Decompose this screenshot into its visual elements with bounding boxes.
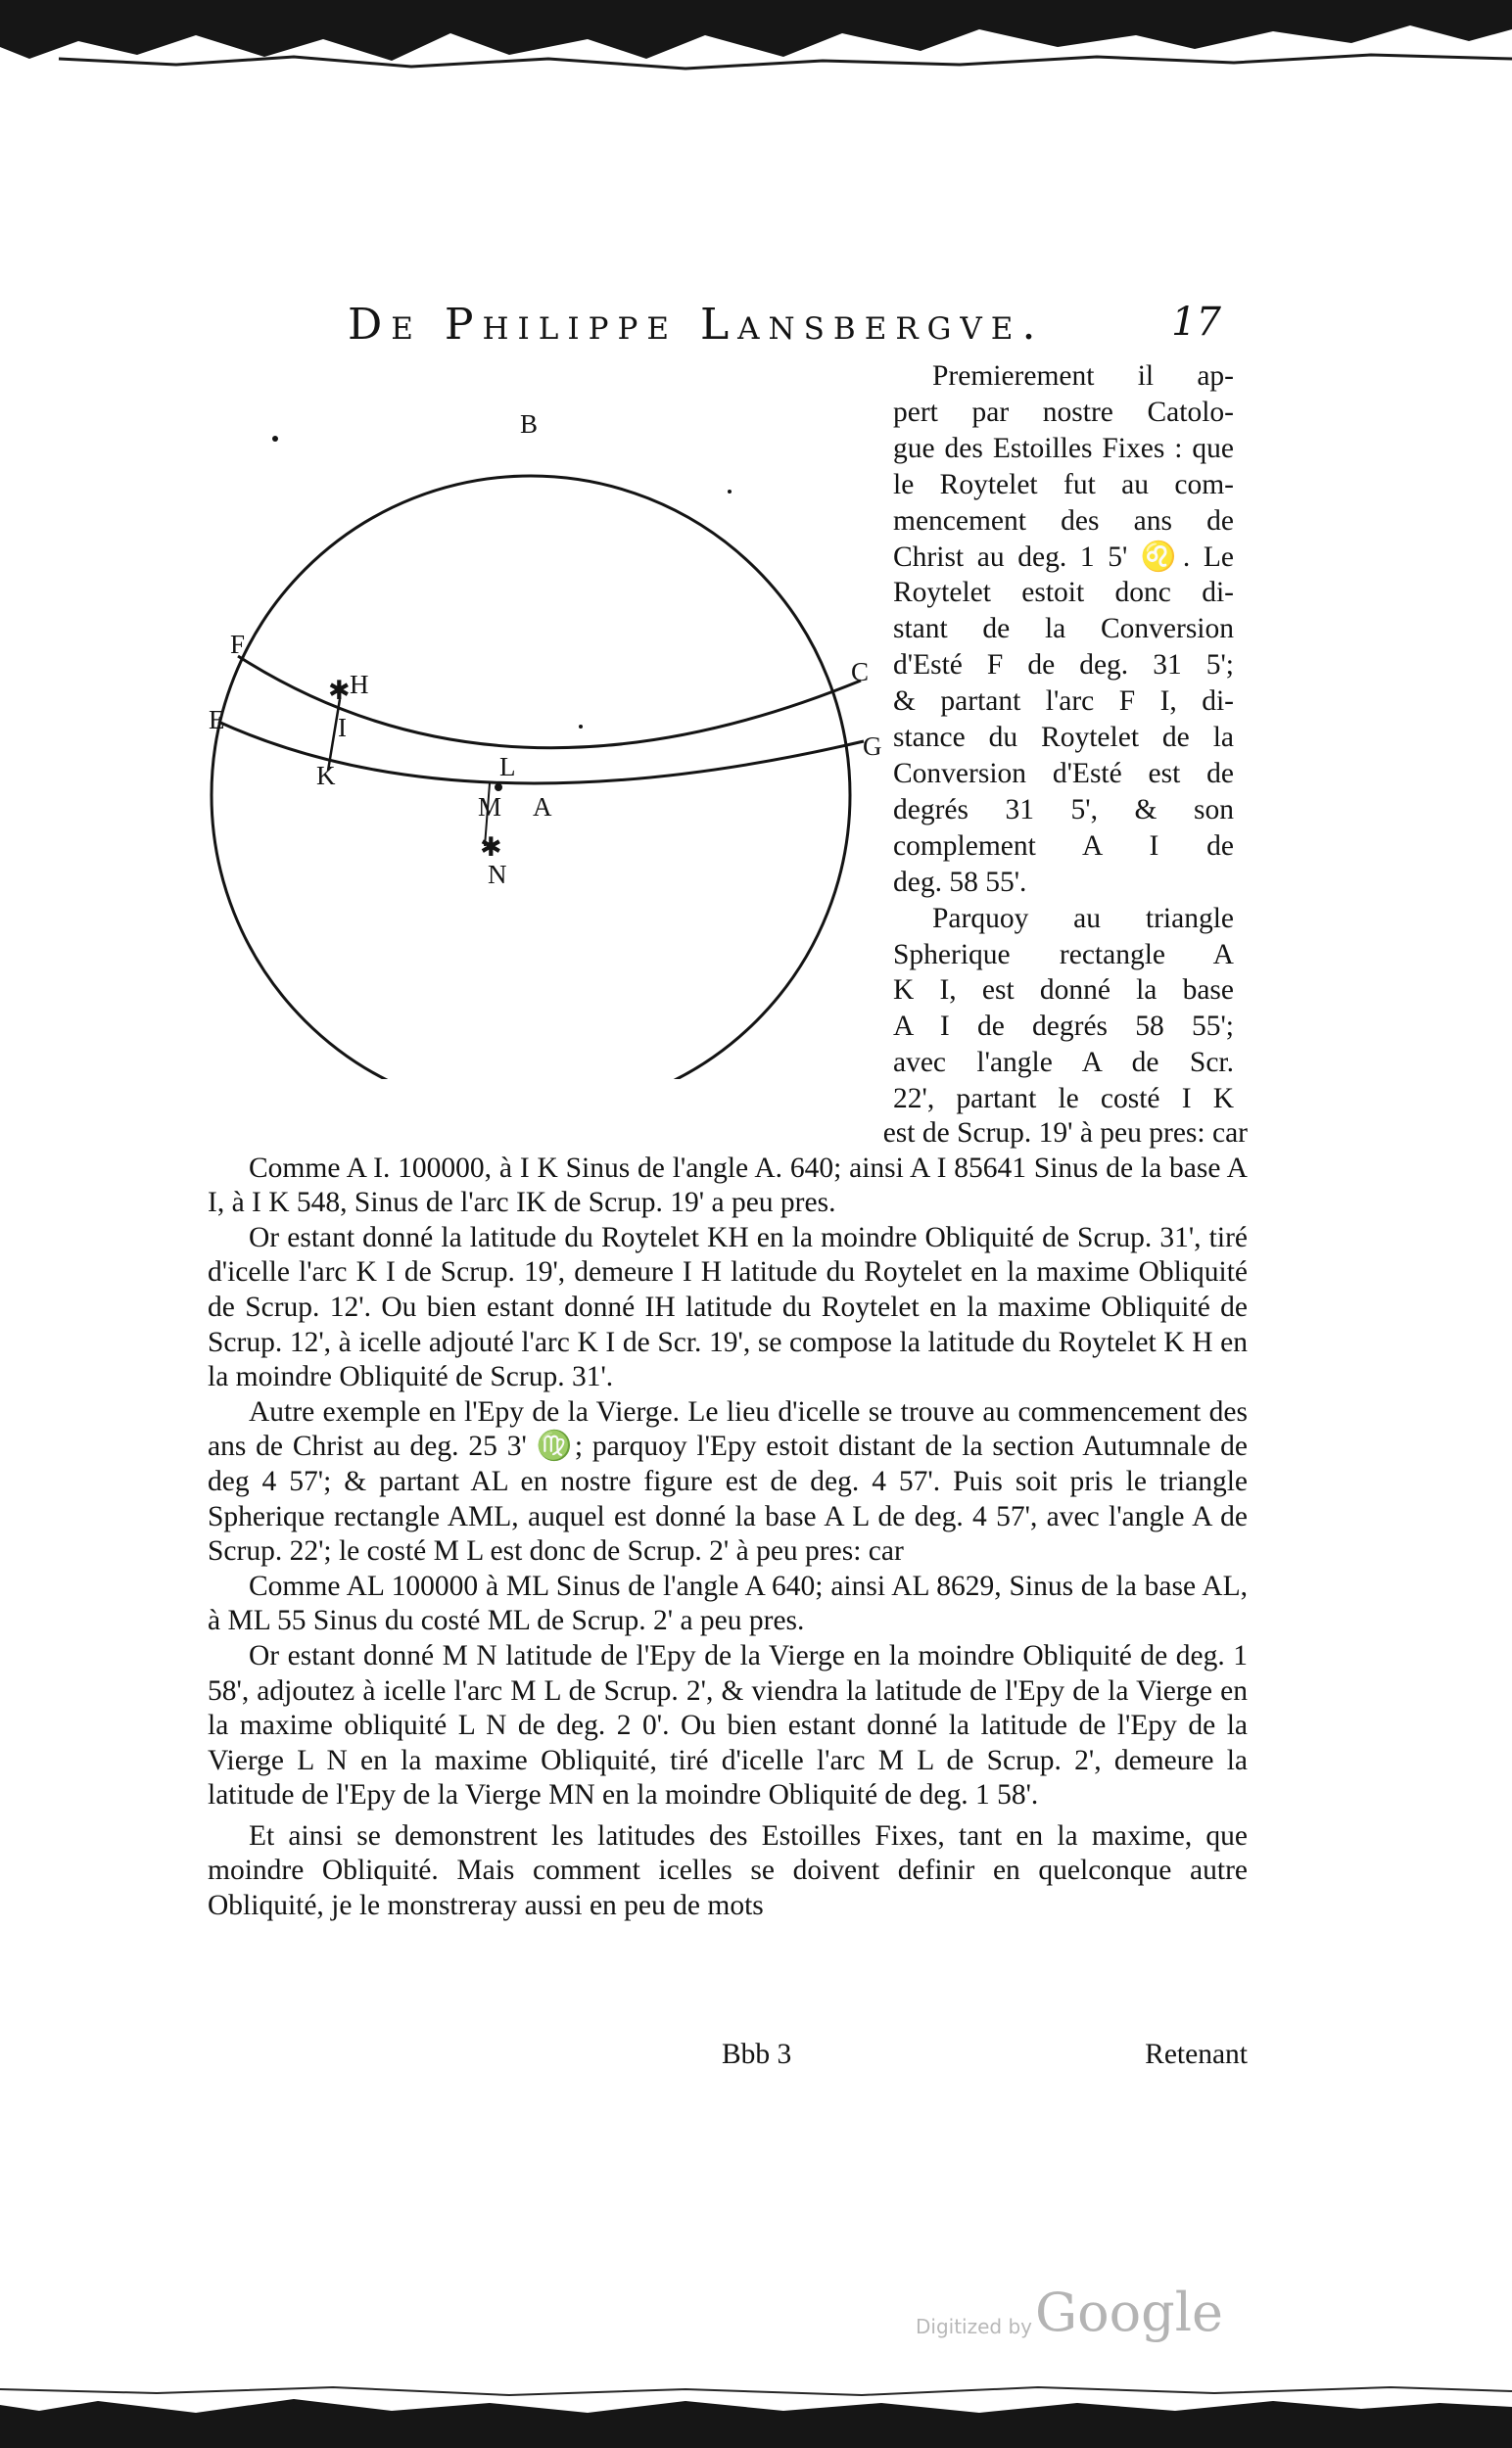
paragraph: Comme A I. 100000, à I K Sinus de l'angle A. 640; ainsi A I 85641 Sinus de la base A I, à I K 548, Sinus de l'arc IK de Scrup. 19' a peu pres. [208,1152,1248,1219]
paragraph: Or estant donné la latitude du Roytelet KH en la moindre Obliquité de Scrup. 31', tiré d'icelle l'arc K I de Scrup. 19', demeure I H latitude du Roytelet en la maxime Obliquité de Scrup. 12'. Ou bien estant donné IH latitude du Roytelet en la maxime Obliquité de Scrup. 12', à icelle adjouté l'arc K I de Scr. 19', se compose la latitude du Roytelet K H en la moindre Obliquité de Scrup. 31'. [208,1221,1248,1393]
paragraph: Comme AL 100000 à ML Sinus de l'angle A 640; ainsi AL 8629, Sinus de la base AL, à ML 55 Sinus du costé ML de Scrup. 2' a peu pres. [208,1570,1248,1637]
side-line: Conversion d'Esté est de [893,757,1234,789]
label-I: I [338,713,347,742]
catchword: Retenant [1145,2039,1248,2070]
scan-edge-bottom [0,2368,1512,2448]
side-line: 22', partant le costé I K [893,1083,1234,1115]
side-line: A I de degrés 58 55'; [893,1011,1234,1043]
side-line: Parquoy au triangle [932,902,1234,934]
signature-mark: Bbb 3 [722,2039,792,2070]
side-line: deg. 58 55'. [893,866,1027,898]
google-logo: Google [1035,2282,1223,2343]
side-line: & partant l'arc F I, di- [893,685,1234,718]
label-B: B [520,409,539,439]
paragraph: Et ainsi se demonstrent les latitudes des Estoilles Fixes, tant en la maxime, que moindre Obliquité. Mais comment icelles se doivent definir en quelconque autre Obliquité, je le monstreray aussi en peu de mots [208,1819,1248,1922]
star-marker-L [495,783,502,791]
side-line: complement A I de [893,829,1234,862]
label-H: H [350,670,369,699]
watermark-prefix: Digitized by [916,2315,1032,2338]
side-line: mencement des ans de [893,504,1234,537]
side-line: avec l'angle A de Scr. [893,1047,1234,1079]
label-E: E [209,705,225,734]
label-M: M [478,792,502,822]
label-F: F [230,630,246,659]
label-C: C [851,657,870,686]
side-column [893,358,1234,1117]
paragraph: Or estant donné M N latitude de l'Epy de la Vierge en la moindre Obliquité de deg. 1 58', adjoutez à icelle l'arc M L de Scrup. 2', & viendra la latitude de l'Epy de la Vierge en la maxime obliquité L N de deg. 2 0'. Ou bien estant donné la latitude de l'Epy de la Vierge L N en la maxime Obliquité, tiré d'icelle l'arc M L de Scrup. 2', demeure la latitude de l'Epy de la Vierge MN en la moindre Obliquité de deg. 1 58'. [208,1639,1248,1812]
running-title: De Philippe Lansbergve. [348,300,1045,350]
page-header [348,300,1249,358]
side-line: Christ au deg. 1 5' ♌. Le [893,541,1234,573]
dot-b [579,725,583,729]
celestial-sphere-figure [201,403,896,1079]
side-line: K I, est donné la base [893,974,1234,1007]
side-line: pert par nostre Catolo- [893,396,1234,428]
dot-c [728,490,732,494]
side-line: Roytelet estoit donc di- [893,577,1234,609]
side-line: d'Esté F de deg. 31 5'; [893,649,1234,682]
star-symbol-N: ✱ [480,832,502,862]
label-A: A [533,792,552,822]
scan-edge-top [0,0,1512,78]
digitized-watermark [916,2282,1229,2350]
side-line: stance du Roytelet de la [893,722,1234,754]
arc-equator-EG [218,722,864,783]
side-line: le Roytelet fut au com- [893,468,1234,500]
label-N: N [488,860,507,889]
star-symbol-H: ✱ [328,676,351,705]
text-line: est de Scrup. 19' à peu pres: car [882,1117,1248,1149]
side-line: Spherique rectangle A [893,938,1234,970]
label-K: K [316,761,336,790]
paragraph: Autre exemple en l'Epy de la Vierge. Le lieu d'icelle se trouve au commencement des ans de Christ au deg. 25 3' ♍; parquoy l'Epy estoit distant de la section Autumnale de deg 4 57'; & partant AL en nostre figure est de deg. 4 57'. Puis soit pris le triangle Spherique rectangle AML, auquel est donné la base A L de deg. 4 57', avec l'angle A de Scrup. 22'; le costé M L est donc de Scrup. 2' à peu pres: car [208,1395,1248,1568]
side-line: gue des Estoilles Fixes : que [893,432,1234,464]
page-number: 17 [1171,300,1221,345]
label-G: G [863,731,882,761]
label-L: L [499,752,516,781]
main-text [208,1116,1248,1924]
side-line: Premierement il ap- [932,360,1234,392]
page-footer [208,2039,1248,2078]
side-line: degrés 31 5', & son [893,793,1234,825]
dot-a [272,436,278,442]
sphere-circle [212,476,850,1079]
side-line: stant de la Conversion [893,613,1234,645]
